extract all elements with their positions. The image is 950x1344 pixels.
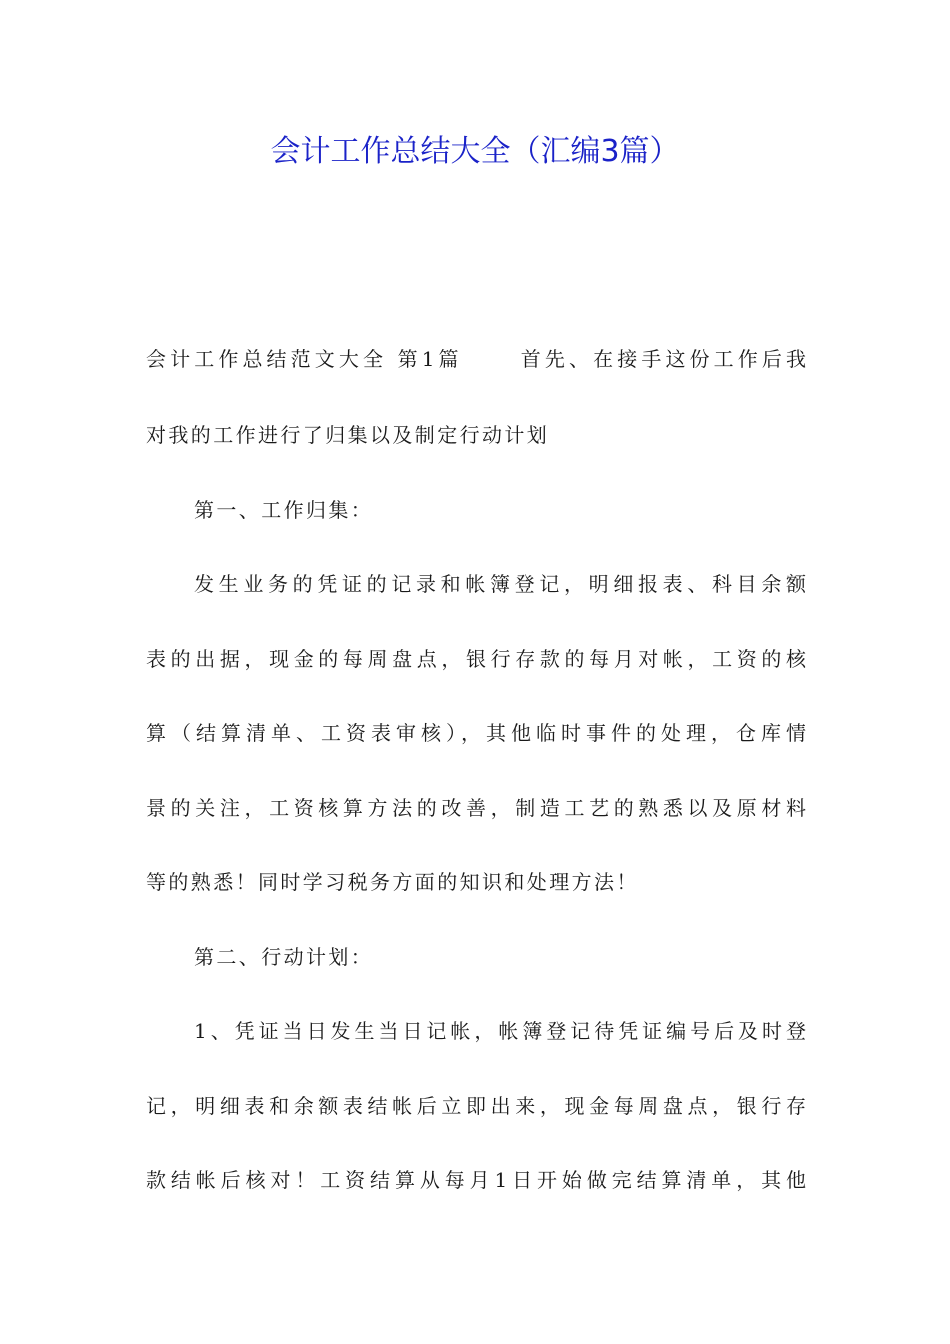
paragraph-line: 款结帐后核对！工资结算从每月1日开始做完结算清单，其他 bbox=[146, 1168, 806, 1192]
subheading-line: 第一、工作归集： bbox=[194, 498, 374, 522]
paragraph-line: 表的出据，现金的每周盘点，银行存款的每月对帐，工资的核 bbox=[146, 647, 806, 671]
paragraph-text: 首先、在接手这份工作后我 bbox=[516, 347, 806, 371]
document-title: 会计工作总结大全（汇编3篇） bbox=[270, 134, 680, 169]
paragraph-line: 景的关注，工资核算方法的改善，制造工艺的熟悉以及原材料 bbox=[146, 796, 806, 820]
paragraph-line: 发生业务的凭证的记录和帐簿登记，明细报表、科目余额 bbox=[194, 572, 806, 596]
section-heading: 会计工作总结范文大全 第1篇 bbox=[146, 347, 463, 371]
paragraph-line: 1、凭证当日发生当日记帐，帐簿登记待凭证编号后及时登 bbox=[194, 1019, 806, 1043]
paragraph-line: 等的熟悉！同时学习税务方面的知识和处理方法！ bbox=[146, 870, 639, 894]
paragraph-line: 记，明细表和余额表结帐后立即出来，现金每周盘点，银行存 bbox=[146, 1094, 806, 1118]
paragraph-line bbox=[146, 344, 806, 374]
subheading-line: 第二、行动计划： bbox=[194, 945, 374, 969]
paragraph-line: 对我的工作进行了归集以及制定行动计划 bbox=[146, 423, 550, 447]
paragraph-line: 算（结算清单、工资表审核），其他临时事件的处理，仓库情 bbox=[146, 721, 806, 745]
